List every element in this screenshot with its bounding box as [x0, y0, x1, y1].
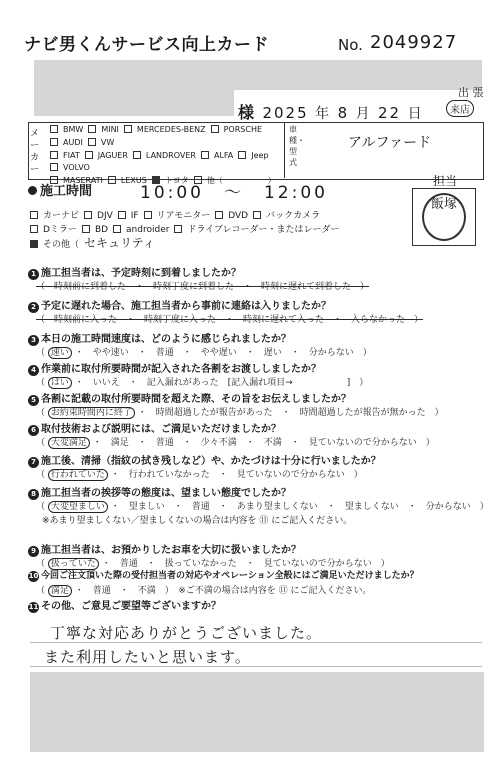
question-6: [28, 420, 281, 436]
option-item: [215, 211, 248, 221]
redacted-footer: [30, 672, 484, 752]
option-item: [118, 211, 139, 221]
option-item: [84, 211, 113, 221]
option-item: [174, 225, 339, 235]
checkbox-label: カーナビ: [43, 211, 80, 221]
answer-3: [36, 345, 372, 358]
question-1: [28, 264, 241, 280]
question-number: 10: [28, 572, 39, 580]
maker-option: [50, 125, 83, 134]
option-item: [30, 240, 79, 250]
question-text: 施工担当者の挨拶等の態度は、望ましい態度でしたか？: [41, 488, 291, 499]
maker-car-divider: [284, 122, 285, 178]
checkbox-label: AUDI: [63, 137, 83, 147]
answer-options: ・ 望ましい ・ 普通 ・ あまり望ましくない ・ 望ましくない ・ 分からない ）: [107, 502, 489, 512]
question-number: 2: [28, 302, 39, 313]
checkbox-label: BMW: [63, 125, 84, 134]
checkbox-label: MASERATI: [63, 176, 103, 186]
maker-option: [50, 138, 83, 147]
answer-options: ・ いいえ ・ 記入漏れがあった [記入漏れ項目→ ] ）: [71, 378, 369, 388]
checkbox-icon[interactable]: [108, 176, 116, 184]
checkbox-icon[interactable]: [85, 151, 93, 159]
question-7: [28, 452, 381, 468]
answer-paren: （: [36, 586, 48, 596]
year-value: 2025: [262, 104, 309, 122]
answer-options: ・ 満足 ・ 普通 ・ 少々不満 ・ 不満 ・ 見ていないので分からない ）: [89, 438, 435, 448]
option-item: [30, 225, 77, 235]
work-time-label: 施工時間: [40, 184, 93, 199]
answer-paren: （: [36, 438, 48, 448]
checkbox-icon[interactable]: [124, 125, 132, 133]
date-row: [238, 100, 424, 123]
answer-1: （ 時刻前に到着した ・ 時刻丁度に到着した ・ 時刻に遅れて到着した ）: [36, 282, 370, 292]
option-other-value: セキュリティ: [84, 236, 155, 250]
answer-options: ・ やや速い ・ 普通 ・ やや遅い ・ 遅い ・ 分からない ）: [71, 348, 372, 358]
answer-paren: （: [36, 559, 48, 569]
maker-row: [50, 124, 284, 150]
comment-rule-1: [30, 642, 482, 643]
checkbox-icon[interactable]: [133, 151, 141, 159]
work-time-heading: [28, 180, 92, 199]
question-number: 4: [28, 365, 39, 376]
selected-answer[interactable]: 行われていた: [48, 469, 108, 481]
maker-row: [50, 150, 284, 176]
checkbox-label: MINI: [101, 125, 119, 134]
checkbox-icon[interactable]: [174, 225, 182, 233]
maker-option: [238, 151, 268, 160]
maker-option: [124, 125, 206, 134]
question-number: 5: [28, 395, 39, 406]
question-number: 9: [28, 546, 39, 557]
answer-options: ・ 行われていなかった ・ 見ていないので分からない ）: [107, 470, 363, 480]
checkbox-icon[interactable]: [84, 211, 92, 219]
checkbox-label: DJV: [97, 211, 113, 221]
checkbox-label: VW: [100, 137, 115, 147]
checkbox-label: Dミラー: [43, 224, 77, 235]
answer-options: ・ 時間超過したが報告があった ・ 時間超過したが報告が無かった ）: [134, 408, 444, 418]
question-text: 各割に記載の取付所要時間を超えた際、その旨をお伝えしましたか？: [41, 394, 351, 405]
checkbox-icon[interactable]: [30, 225, 38, 233]
option-item: [30, 211, 79, 221]
maker-option: [50, 151, 80, 160]
comment-line-1: 丁寧な対応ありがとうございました。: [50, 624, 323, 642]
card-number: 2049927: [370, 32, 458, 53]
selected-answer[interactable]: 扱っていた: [48, 558, 99, 570]
car-model-value: アルファード: [348, 135, 432, 151]
maker-option: [88, 125, 119, 134]
checkbox-icon[interactable]: [82, 225, 90, 233]
redacted-customer-name: [34, 60, 234, 116]
question-9: [28, 541, 301, 557]
year-label: 年: [315, 106, 332, 122]
checkbox-label: その他（: [43, 240, 80, 250]
answer-paren: （: [36, 470, 48, 480]
checkbox-icon[interactable]: [118, 211, 126, 219]
checkbox-icon[interactable]: [88, 125, 96, 133]
question-3: [28, 330, 291, 346]
question-number: 11: [28, 603, 39, 611]
checkbox-label: DVD: [228, 211, 249, 221]
question-text: 予定に遅れた場合、施工担当者から事前に連絡は入りましたか？: [41, 301, 331, 312]
question-text: 取付技術および説明には、ご満足いただけましたか？: [41, 424, 281, 435]
question-text: 今回ご注文頂いた際の受付担当者の対応やオペレーション全般にはご満足いただけましたか？: [41, 571, 419, 581]
maker-option: [133, 151, 196, 160]
checkbox-label: ドライブレコーダー・またはレーダー: [187, 224, 340, 235]
checkbox-label: トヨタ: [164, 176, 189, 186]
checkbox-label: VOLVO: [63, 163, 90, 173]
card-title: ナビ男くんサービス向上カード: [24, 35, 269, 55]
shutcho-label: 出 張: [458, 86, 484, 99]
question-number: 6: [28, 425, 39, 436]
checkbox-icon[interactable]: [50, 125, 58, 133]
question-11: [28, 597, 221, 613]
checkbox-label: BD: [94, 224, 109, 235]
work-time-value: 10:00 〜 12:00: [140, 183, 328, 203]
question-8-note: ※あまり望ましくない／望ましくないの場合は内容を ⑪ にご記入ください。: [42, 516, 353, 526]
maker-option: [211, 125, 262, 134]
question-8: [28, 484, 291, 500]
checkbox-icon[interactable]: [30, 240, 38, 248]
maker-option: [50, 163, 90, 172]
answer-paren: （: [36, 348, 48, 358]
answer-7: [36, 467, 363, 480]
sama-label: 様: [238, 103, 257, 122]
checkbox-label: リアモニター: [156, 211, 211, 221]
question-text: 施工担当者は、予定時刻に到着しましたか？: [41, 268, 241, 279]
work-options: [30, 210, 390, 253]
checkbox-icon[interactable]: [50, 151, 58, 159]
checkbox-label: Jeep: [251, 150, 269, 160]
car-model-label: 車種・型式: [289, 125, 305, 167]
checkbox-icon[interactable]: [201, 151, 209, 159]
selected-answer[interactable]: 満足: [48, 585, 72, 597]
answer-4: [36, 375, 368, 388]
day-value: 22: [378, 104, 402, 122]
month-label: 月: [355, 106, 372, 122]
redacted-customer-name-ext: [234, 60, 482, 90]
number-label: No.: [338, 36, 363, 54]
checkbox-label: MERCEDES-BENZ: [136, 125, 206, 134]
question-10: [28, 568, 419, 582]
checkbox-icon[interactable]: [144, 211, 152, 219]
day-label: 日: [407, 106, 424, 122]
answer-5: [36, 405, 444, 418]
selected-answer[interactable]: 大変満足: [48, 437, 90, 449]
selected-answer[interactable]: 大変望ましい: [48, 501, 108, 513]
maker-option: [85, 151, 128, 160]
question-text: 作業前に取付所要時間が記入された各割をお渡ししましたか？: [41, 364, 321, 375]
question-5: [28, 390, 351, 406]
raiten-circled: 来店: [446, 100, 474, 117]
checkbox-label: androider: [126, 224, 170, 235]
answer-10: [36, 583, 372, 596]
hanko-seal: 飯塚: [422, 193, 466, 241]
question-2: [28, 297, 331, 313]
answer-options: ・ 普通 ・ 不満 ） ※ご不満の場合は内容を ⑪ にご記入ください。: [71, 586, 372, 596]
answer-6: [36, 435, 435, 448]
option-item: [82, 225, 108, 235]
question-number: 8: [28, 489, 39, 500]
maker-label: メーカー: [30, 129, 40, 175]
question-text: 施工担当者は、お預かりしたお車を大切に扱いましたか？: [41, 545, 301, 556]
checkbox-icon[interactable]: [88, 138, 96, 146]
checkbox-icon[interactable]: [30, 211, 38, 219]
answer-2: （ 時刻前に入った ・ 時刻丁度に入った ・ 時刻に遅れて入った ・ 入らなかった ）: [36, 315, 424, 325]
question-4: [28, 360, 321, 376]
option-item: [253, 211, 320, 221]
checkbox-label: PORSCHE: [223, 125, 263, 134]
maker-option: [201, 151, 233, 160]
checkbox-label: 他（: [206, 176, 223, 186]
checkbox-icon[interactable]: [113, 225, 121, 233]
checkbox-label: JAGUER: [97, 150, 128, 160]
selected-answer[interactable]: お約束時間内に終了: [48, 407, 135, 419]
checkbox-label: ALFA: [213, 150, 234, 160]
option-row: [30, 224, 390, 238]
answer-8: [36, 499, 489, 512]
checkbox-label: IF: [130, 211, 139, 221]
checkbox-icon[interactable]: [211, 125, 219, 133]
checkbox-icon[interactable]: [253, 211, 261, 219]
option-item: [113, 225, 169, 235]
checkbox-label: バックカメラ: [266, 211, 321, 221]
comment-line-2: また利用したいと思います。: [44, 648, 251, 666]
answer-paren: （: [36, 378, 48, 388]
tantou-label: 担当: [433, 174, 458, 188]
question-number: 7: [28, 457, 39, 468]
maker-option: [88, 138, 114, 147]
checkbox-icon[interactable]: [50, 163, 58, 171]
question-number: 1: [28, 269, 39, 280]
checkbox-label: LEXUS: [120, 176, 147, 186]
selected-answer[interactable]: はい: [48, 377, 72, 389]
selected-answer[interactable]: 速い: [48, 347, 72, 359]
month-value: 8: [337, 104, 350, 122]
answer-paren: （: [36, 502, 48, 512]
checkbox-icon[interactable]: [238, 151, 246, 159]
checkbox-icon[interactable]: [50, 138, 58, 146]
option-row: [30, 210, 390, 224]
question-text: 本日の施工時間速度は、どのように感じられましたか？: [41, 334, 291, 345]
checkbox-label: LANDROVER: [145, 150, 196, 160]
comment-rule-2: [30, 666, 482, 667]
checkbox-label: FIAT: [63, 150, 80, 160]
question-text: 施工後、清掃（指紋の拭き残しなど）や、かたづけは十分に行いましたか？: [41, 456, 381, 467]
maker-other-close: ）: [227, 176, 276, 186]
answer-options: ・ 普通 ・ 扱っていなかった ・ 見ていないので分からない ）: [98, 559, 390, 569]
option-row: [30, 237, 390, 253]
checkbox-icon[interactable]: [215, 211, 223, 219]
question-number: 3: [28, 335, 39, 346]
answer-paren: （: [36, 408, 48, 418]
question-text: その他、ご意見ご要望等ございますか？: [41, 601, 221, 612]
option-item: [144, 211, 211, 221]
bullet-icon: [28, 186, 37, 195]
